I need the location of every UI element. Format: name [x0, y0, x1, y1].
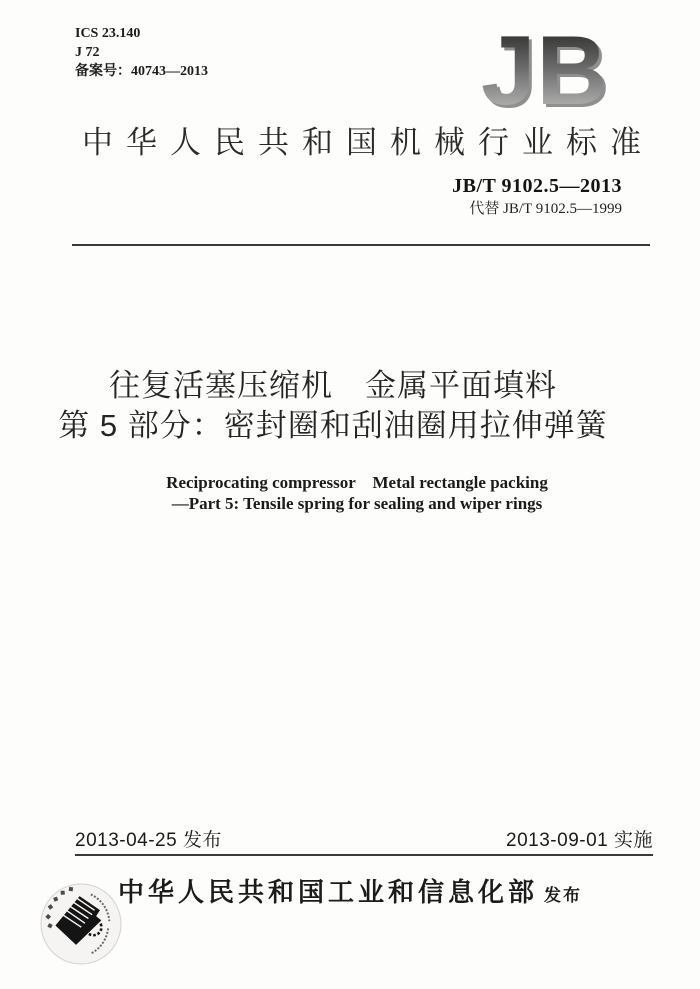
title-cn-line2: 第 5 部分：密封圈和刮油圈用拉伸弹簧	[58, 408, 608, 443]
standard-number-block	[452, 175, 622, 218]
implementation-date: 2013-09-01 实施	[506, 830, 653, 851]
classification-codes	[75, 24, 208, 81]
jb-standard-logo: JB	[481, 15, 609, 125]
national-standard-title: 中华人民共和国机械行业标准	[82, 125, 654, 160]
class-code: J 72	[75, 45, 100, 60]
header-divider	[72, 244, 650, 246]
dates-row	[75, 830, 653, 856]
publisher-name: 中华人民共和国工业和信息化部	[117, 877, 538, 907]
ics-code: ICS 23.140	[75, 26, 141, 41]
document-title-en	[14, 472, 700, 514]
record-number: 备案号：40743—2013	[75, 64, 208, 79]
publisher-seal-icon	[38, 881, 124, 967]
standard-number: JB/T 9102.5—2013	[452, 175, 622, 197]
document-title-cn	[0, 366, 666, 446]
replaced-standard: 代替 JB/T 9102.5—1999	[469, 201, 622, 217]
title-en-line2: —Part 5: Tensile spring for sealing and wiper rings	[171, 494, 543, 513]
title-cn-line1: 往复活塞压缩机 金属平面填料	[109, 368, 557, 403]
publisher-suffix: 发布	[544, 886, 582, 905]
issue-date: 2013-04-25 发布	[75, 830, 222, 851]
title-en-line1: Reciprocating compressor Metal rectangle packing	[166, 473, 548, 492]
